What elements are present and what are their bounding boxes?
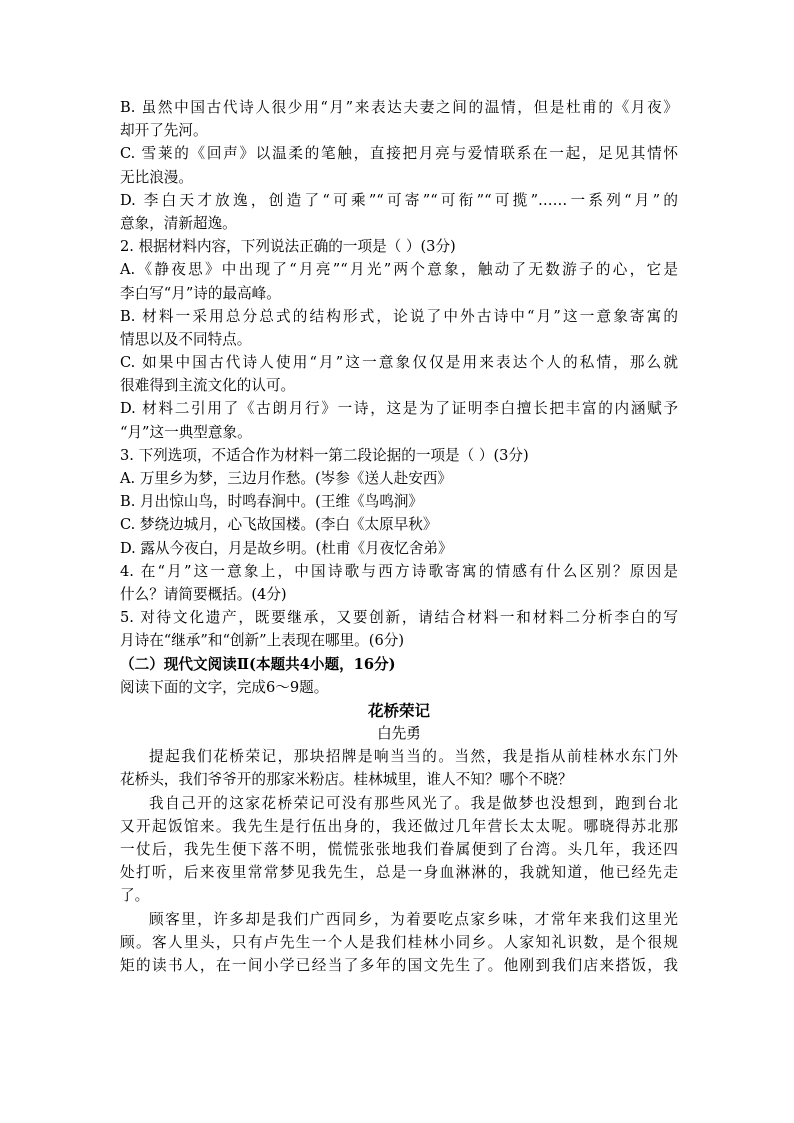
text-line: 很难得到主流文化的认可。 [120,377,296,395]
text-line: 顾客里，许多却是我们广西同乡，为着要吃点家乡味，才常年来我们这里光 [149,910,678,928]
text-line: C. 梦绕边城月，心飞故国楼。(李白《太原早秋》 [120,516,438,534]
document-page [120,96,678,977]
section-heading: （二）现代文阅读Ⅱ(本题共4小题，16分) [120,655,396,673]
text-line: A. 万里乡为梦，三边月作愁。(岑参《送人赴安西》 [120,470,452,487]
text-line: 一仗后，我先生便下落不明，慌慌张张地我们眷属便到了台湾。头几年，我还四 [120,841,678,858]
text-line: 阅读下面的文字，完成6～9题。 [120,678,329,696]
text-line: C. 如果中国古代诗人使用“月”这一意象仅仅是用来表达个人的私情，那么就 [120,354,678,372]
text-line: 什么？请简要概括。(4分) [120,585,287,603]
text-line: 花桥头，我们爷爷开的那家米粉店。桂林城里，谁人不知？哪个不晓？ [120,771,573,789]
text-line: D. 露从今夜白，月是故乡明。(杜甫《月夜忆舍弟》 [120,539,453,557]
text-line: B. 虽然中国古代诗人很少用“月”来表达夫妻之间的温情，但是杜甫的《月夜》 [120,99,678,116]
text-line: 情思以及不同特点。 [120,330,252,348]
text-line: 2. 根据材料内容，下列说法正确的一项是（ ）(3分) [120,238,456,256]
text-line: 4. 在“月”这一意象上，中国诗歌与西方诗歌寄寓的情感有什么区别？原因是 [120,562,678,580]
text-line: A.《静夜思》中出现了“月亮”“月光”两个意象，触动了无数游子的心，它是 [120,261,678,279]
text-line: 矩的读书人，在一间小学已经当了多年的国文先生了。他刚到我们店来搭饭，我 [120,956,678,974]
text-line: D. 材料二引用了《古朗月行》一诗，这是为了证明李白擅长把丰富的内涵赋予 [120,400,678,418]
text-line: 提起我们花桥荣记，那块招牌是响当当的。当然，我是指从前桂林水东门外 [149,748,678,766]
text-line: B. 月出惊山鸟，时鸣春涧中。(王维《鸟鸣涧》 [120,493,423,511]
text-line: 又开起饭馆来。我先生是行伍出身的，我还做过几年营长太太呢。哪晓得苏北那 [120,817,678,835]
article-author: 白先勇 [377,725,421,743]
text-line: 我自己开的这家花桥荣记可没有那些风光了。我是做梦也没想到，跑到台北 [149,794,678,812]
text-line: D. 李白天才放逸，创造了“可乘”“可寄”“可衔”“可揽”……一系列“月”的 [120,191,678,209]
article-title: 花桥荣记 [367,700,430,720]
text-line: 李白写“月”诗的最高峰。 [120,284,281,302]
text-line: B. 材料一采用总分总式的结构形式，论说了中外古诗中“月”这一意象寄寓的 [120,307,678,325]
text-line: 顾。客人里头，只有卢先生一个人是我们桂林小同乡。人家知礼识数，是个很规 [120,933,678,951]
text-line: 意象，清新超逸。 [120,214,237,232]
text-line: 月诗在“继承”和“创新”上表现在哪里。(6分) [120,632,405,650]
text-line: 处打听，后来夜里常常梦见我先生，总是一身血淋淋的，我就知道，他已经先走 [120,864,678,882]
text-line: 3. 下列选项，不适合作为材料一第二段论据的一项是（ ）(3分) [120,446,529,464]
text-line: C. 雪莱的《回声》以温柔的笔触，直接把月亮与爱情联系在一起，足见其情怀 [120,145,678,163]
text-line: 无比浪漫。 [120,168,193,186]
text-line: 了。 [120,887,150,905]
text-line: 却开了先河。 [120,122,208,140]
text-line: 5. 对待文化遗产，既要继承，又要创新，请结合材料一和材料二分析李白的写 [120,609,678,627]
text-line: “月”这一典型意象。 [120,423,252,441]
